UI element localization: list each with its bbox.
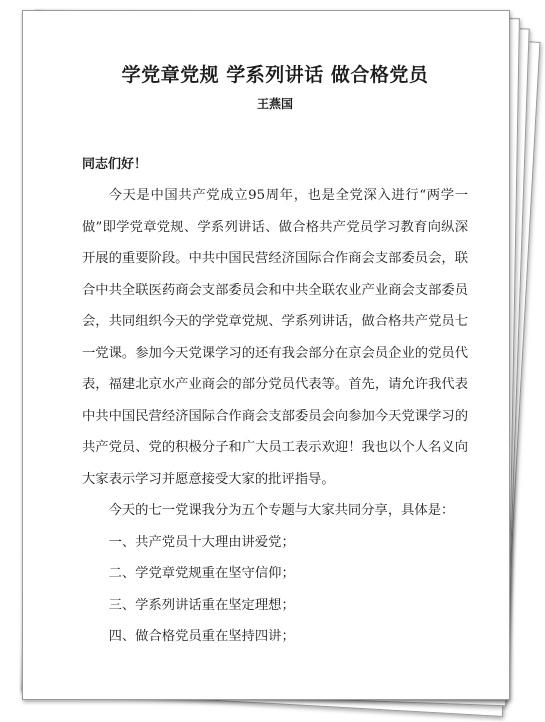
topic-list-item: 三、学系列讲话重在坚定理想； — [108, 597, 295, 613]
body-paragraph: 今天的七一党课我分为五个专题与大家共同分享，具体是： — [108, 503, 455, 518]
topic-list-item: 一、共产党员十大理由讲爱党； — [108, 534, 295, 550]
body-paragraph: 今天是中国共产党成立95周年，也是全党深入进行“两学一做”即学党章党规、学系列讲话、做合格共产党员学习教育向纵深开展的重要阶段。中共中国民营经济国际合作商会支部委员会，联合中共全联医药商会支部委员会和中共全联农业产业商会支部委员会，共同组织今天的学党章党规、学系列讲话，做合格共产党员七一党课。参加今天党课学习的还有我会部分在京会员企业的党员代表，福建北京水产业商会的部分党员代表等。首先，请允许我代表中共中国民营经济国际合作商会支部委员会向参加今天党课学习的共产党员、党的积极分子和广大员工表示欢迎！我也以个人名义向大家表示学习并愿意接受大家的批评指导。 — [82, 188, 468, 487]
topic-list-item: 二、学党章党规重在坚守信仰； — [108, 566, 295, 581]
document-content — [22, 10, 508, 698]
topic-list-item: 四、做合格党员重在坚持四讲； — [108, 629, 295, 644]
document-author: 王燕国 — [256, 97, 293, 111]
salutation: 同志们好！ — [82, 157, 148, 172]
document-title: 学党章党规 学系列讲话 做合格党员 — [121, 64, 429, 86]
